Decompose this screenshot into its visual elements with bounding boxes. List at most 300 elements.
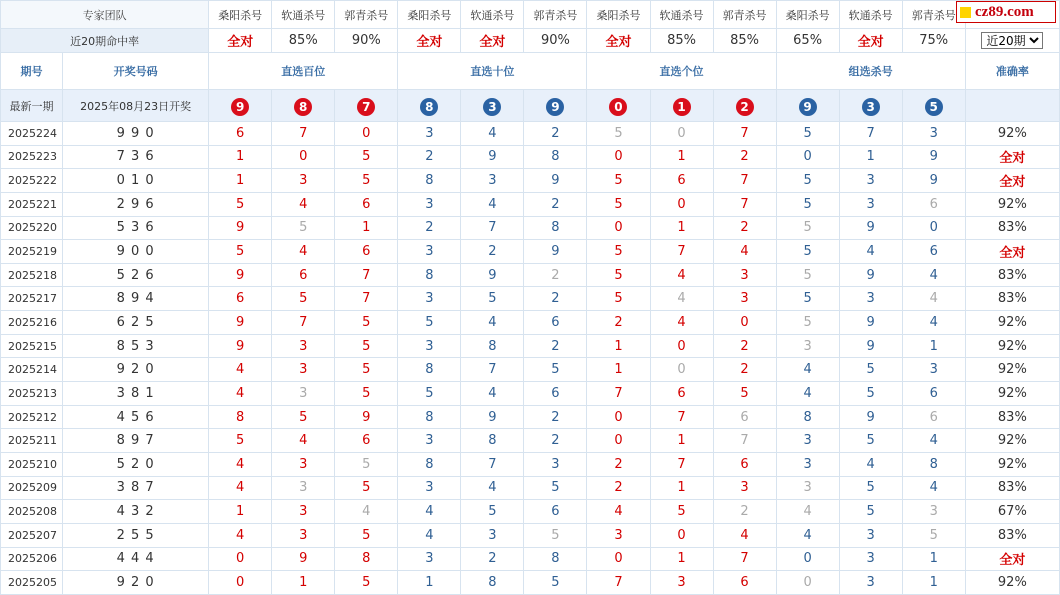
- kill-number: 4: [650, 287, 713, 311]
- kill-number: 4: [209, 382, 272, 406]
- ball-number: 3: [862, 98, 880, 116]
- site-logo[interactable]: [956, 1, 1056, 23]
- kill-number: 3: [776, 429, 839, 453]
- issue-number: 2025205: [1, 571, 63, 595]
- kill-number: 1: [209, 145, 272, 169]
- kill-number: 2: [524, 405, 587, 429]
- kill-number: 4: [776, 500, 839, 524]
- kill-number: 3: [839, 523, 902, 547]
- kill-number: 9: [209, 334, 272, 358]
- latest-ball-cell: [713, 90, 776, 122]
- draw-number: 5 2 6: [63, 263, 209, 287]
- kill-number: 7: [713, 547, 776, 571]
- kill-number: 5: [839, 358, 902, 382]
- kill-number: 0: [713, 311, 776, 335]
- kill-number: 1: [839, 145, 902, 169]
- issue-number: 2025217: [1, 287, 63, 311]
- kill-number: 8: [398, 263, 461, 287]
- expert-row: [1, 1, 1060, 29]
- kill-number: 5: [776, 122, 839, 146]
- issue-number: 2025211: [1, 429, 63, 453]
- kill-number: 0: [902, 216, 965, 240]
- kill-number: 3: [272, 500, 335, 524]
- ball-number: 9: [799, 98, 817, 116]
- kill-number: 4: [461, 476, 524, 500]
- kill-number: 4: [209, 476, 272, 500]
- kill-number: 5: [272, 216, 335, 240]
- kill-number: 9: [461, 405, 524, 429]
- kill-number: 3: [272, 358, 335, 382]
- kill-number: 4: [209, 452, 272, 476]
- kill-number: 5: [209, 192, 272, 216]
- kill-number: 7: [650, 405, 713, 429]
- kill-number: 7: [461, 358, 524, 382]
- kill-number: 1: [209, 500, 272, 524]
- kill-number: 2: [398, 145, 461, 169]
- kill-number: 8: [776, 405, 839, 429]
- kill-number: 4: [713, 523, 776, 547]
- accuracy-value: 67%: [965, 500, 1059, 524]
- kill-number: 3: [398, 429, 461, 453]
- kill-number: 6: [335, 240, 398, 264]
- issue-number: 2025213: [1, 382, 63, 406]
- accuracy-value: 92%: [965, 358, 1059, 382]
- kill-number: 0: [650, 192, 713, 216]
- kill-number: 2: [713, 216, 776, 240]
- kill-number: 8: [461, 429, 524, 453]
- kill-number: 1: [902, 334, 965, 358]
- kill-number: 8: [398, 169, 461, 193]
- table-row: [1, 358, 1060, 382]
- issue-number: 2025224: [1, 122, 63, 146]
- kill-number: 4: [776, 358, 839, 382]
- kill-number: 1: [650, 429, 713, 453]
- expert-hit-rate: 全对: [209, 29, 272, 53]
- kill-number: 6: [524, 500, 587, 524]
- kill-number: 0: [776, 145, 839, 169]
- issue-number: 2025222: [1, 169, 63, 193]
- kill-number: 7: [587, 382, 650, 406]
- expert-hit-rate: 全对: [398, 29, 461, 53]
- kill-number: 7: [713, 169, 776, 193]
- kill-number: 3: [650, 571, 713, 595]
- kill-number: 8: [524, 145, 587, 169]
- kill-number: 1: [587, 334, 650, 358]
- kill-number: 5: [335, 523, 398, 547]
- kill-number: 5: [587, 263, 650, 287]
- accuracy-value: 92%: [965, 429, 1059, 453]
- expert-team-label: 专家团队: [1, 1, 209, 29]
- expert-name: 桑阳杀号: [776, 1, 839, 29]
- kill-number: 5: [335, 452, 398, 476]
- kill-number: 4: [776, 382, 839, 406]
- draw-number: 9 2 0: [63, 571, 209, 595]
- kill-number: 5: [335, 169, 398, 193]
- kill-number: 1: [650, 216, 713, 240]
- kill-number: 7: [272, 122, 335, 146]
- latest-ball-cell: [650, 90, 713, 122]
- issue-number: 2025223: [1, 145, 63, 169]
- expert-name: 桑阳杀号: [209, 1, 272, 29]
- kill-number: 3: [839, 192, 902, 216]
- period-select-cell: [965, 29, 1059, 53]
- kill-number: 6: [902, 405, 965, 429]
- kill-number: 5: [335, 145, 398, 169]
- accuracy-value: 83%: [965, 216, 1059, 240]
- table-row: [1, 240, 1060, 264]
- kill-number: 5: [335, 476, 398, 500]
- kill-number: 4: [335, 500, 398, 524]
- latest-ball-cell: [209, 90, 272, 122]
- kill-number: 2: [524, 192, 587, 216]
- accuracy-value: 全对: [965, 547, 1059, 571]
- kill-number: 9: [209, 216, 272, 240]
- latest-ball-cell: [272, 90, 335, 122]
- kill-number: 3: [839, 571, 902, 595]
- kill-number: 4: [461, 382, 524, 406]
- issue-number: 2025215: [1, 334, 63, 358]
- kill-number: 5: [587, 169, 650, 193]
- combo-group-header: 组选杀号: [776, 53, 965, 90]
- kill-number: 1: [650, 476, 713, 500]
- table-row: [1, 571, 1060, 595]
- table-row: [1, 523, 1060, 547]
- table-row: [1, 382, 1060, 406]
- issue-number: 2025212: [1, 405, 63, 429]
- ball-number: 0: [609, 98, 627, 116]
- kill-number: 3: [398, 476, 461, 500]
- kill-number: 8: [902, 452, 965, 476]
- kill-number: 4: [209, 358, 272, 382]
- kill-number: 5: [209, 240, 272, 264]
- ball-number: 1: [673, 98, 691, 116]
- kill-number: 2: [587, 311, 650, 335]
- kill-number: 3: [398, 192, 461, 216]
- latest-accuracy-cell: [965, 90, 1059, 122]
- kill-number: 6: [713, 452, 776, 476]
- kill-number: 8: [461, 334, 524, 358]
- kill-number: 5: [587, 122, 650, 146]
- column-header-row: [1, 53, 1060, 90]
- table-row: [1, 452, 1060, 476]
- draw-number: 4 3 2: [63, 500, 209, 524]
- kill-number: 9: [524, 169, 587, 193]
- kill-number: 6: [209, 122, 272, 146]
- kill-number: 7: [272, 311, 335, 335]
- draw-number: 3 8 1: [63, 382, 209, 406]
- kill-number: 0: [776, 547, 839, 571]
- issue-number: 2025214: [1, 358, 63, 382]
- kill-number: 3: [524, 452, 587, 476]
- table-row: [1, 192, 1060, 216]
- hit-rate-row: [1, 29, 1060, 53]
- draw-number: 8 5 3: [63, 334, 209, 358]
- logo-text: cz89.com: [975, 3, 1034, 20]
- period-select[interactable]: [981, 32, 1043, 49]
- kill-number: 3: [839, 287, 902, 311]
- kill-number: 2: [524, 287, 587, 311]
- kill-number: 4: [839, 452, 902, 476]
- kill-number: 5: [776, 169, 839, 193]
- expert-name: 桑阳杀号: [587, 1, 650, 29]
- kill-number: 6: [713, 571, 776, 595]
- kill-number: 5: [335, 358, 398, 382]
- kill-number: 8: [398, 405, 461, 429]
- kill-number: 9: [524, 240, 587, 264]
- latest-draw-row: [1, 90, 1060, 122]
- kill-number: 3: [839, 547, 902, 571]
- accuracy-value: 92%: [965, 192, 1059, 216]
- accuracy-value: 92%: [965, 122, 1059, 146]
- kill-number: 3: [713, 263, 776, 287]
- kill-number: 7: [713, 192, 776, 216]
- kill-number: 0: [650, 523, 713, 547]
- accuracy-value: 83%: [965, 476, 1059, 500]
- kill-number: 6: [902, 192, 965, 216]
- kill-number: 5: [776, 287, 839, 311]
- kill-number: 3: [461, 169, 524, 193]
- kill-number: 5: [839, 476, 902, 500]
- kill-number: 5: [335, 334, 398, 358]
- kill-number: 3: [398, 122, 461, 146]
- issue-header: 期号: [1, 53, 63, 90]
- kill-number: 9: [461, 145, 524, 169]
- kill-number: 5: [839, 382, 902, 406]
- kill-number: 3: [272, 382, 335, 406]
- table-row: [1, 476, 1060, 500]
- kill-number: 9: [902, 145, 965, 169]
- expert-name: 郭青杀号: [713, 1, 776, 29]
- kill-number: 6: [713, 405, 776, 429]
- kill-number: 3: [902, 358, 965, 382]
- kill-number: 9: [839, 405, 902, 429]
- draw-number: 7 3 6: [63, 145, 209, 169]
- kill-number: 9: [209, 263, 272, 287]
- kill-number: 3: [272, 523, 335, 547]
- kill-number: 5: [335, 571, 398, 595]
- kill-number: 2: [524, 334, 587, 358]
- kill-number: 2: [713, 358, 776, 382]
- hundreds-group-header: 直选百位: [209, 53, 398, 90]
- kill-number: 1: [209, 169, 272, 193]
- kill-number: 4: [902, 429, 965, 453]
- expert-hit-rate: 全对: [587, 29, 650, 53]
- tens-group-header: 直选十位: [398, 53, 587, 90]
- kill-number: 1: [650, 145, 713, 169]
- kill-number: 5: [839, 500, 902, 524]
- kill-number: 3: [272, 452, 335, 476]
- expert-name: 桑阳杀号: [398, 1, 461, 29]
- kill-number: 5: [902, 523, 965, 547]
- kill-number: 3: [839, 169, 902, 193]
- kill-number: 5: [524, 358, 587, 382]
- kill-number: 5: [524, 523, 587, 547]
- kill-number: 9: [839, 263, 902, 287]
- kill-number: 4: [902, 476, 965, 500]
- kill-number: 1: [587, 358, 650, 382]
- kill-number: 0: [587, 547, 650, 571]
- kill-number: 4: [902, 287, 965, 311]
- issue-number: 2025208: [1, 500, 63, 524]
- kill-number: 5: [398, 382, 461, 406]
- ball-number: 3: [483, 98, 501, 116]
- kill-number: 4: [902, 263, 965, 287]
- expert-hit-rate: 全对: [839, 29, 902, 53]
- kill-number: 5: [461, 500, 524, 524]
- accuracy-value: 83%: [965, 287, 1059, 311]
- kill-number: 8: [398, 358, 461, 382]
- accuracy-value: 83%: [965, 405, 1059, 429]
- kill-number: 2: [461, 547, 524, 571]
- kill-number: 3: [272, 476, 335, 500]
- issue-number: 2025221: [1, 192, 63, 216]
- kill-number: 1: [902, 547, 965, 571]
- kill-number: 5: [587, 192, 650, 216]
- kill-number: 4: [272, 429, 335, 453]
- latest-draw-date: 2025年08月23日开奖: [63, 90, 209, 122]
- accuracy-value: 83%: [965, 523, 1059, 547]
- kill-number: 3: [587, 523, 650, 547]
- expert-name: 软通杀号: [650, 1, 713, 29]
- kill-number: 5: [776, 263, 839, 287]
- kill-number: 3: [398, 240, 461, 264]
- kill-number: 6: [524, 382, 587, 406]
- expert-name: 郭青杀号: [902, 1, 965, 29]
- kill-number: 2: [461, 240, 524, 264]
- table-row: [1, 145, 1060, 169]
- kill-number: 3: [272, 169, 335, 193]
- accuracy-value: 全对: [965, 145, 1059, 169]
- kill-number: 8: [398, 452, 461, 476]
- kill-number: 5: [272, 287, 335, 311]
- kill-number: 2: [713, 500, 776, 524]
- kill-number: 4: [461, 122, 524, 146]
- kill-number: 5: [335, 382, 398, 406]
- draw-number: 6 2 5: [63, 311, 209, 335]
- latest-ball-cell: [839, 90, 902, 122]
- kill-number: 2: [398, 216, 461, 240]
- kill-number: 9: [902, 169, 965, 193]
- accuracy-header: 准确率: [965, 53, 1059, 90]
- table-row: [1, 334, 1060, 358]
- latest-ball-cell: [398, 90, 461, 122]
- kill-number: 0: [335, 122, 398, 146]
- kill-number: 6: [902, 382, 965, 406]
- kill-number: 4: [713, 240, 776, 264]
- kill-number: 2: [524, 429, 587, 453]
- ball-number: 5: [925, 98, 943, 116]
- kill-number: 1: [398, 571, 461, 595]
- kill-number: 4: [272, 192, 335, 216]
- kill-number: 8: [461, 571, 524, 595]
- kill-number: 2: [713, 334, 776, 358]
- accuracy-value: 92%: [965, 571, 1059, 595]
- ball-number: 8: [294, 98, 312, 116]
- kill-number: 6: [650, 169, 713, 193]
- latest-ball-cell: [902, 90, 965, 122]
- units-group-header: 直选个位: [587, 53, 776, 90]
- kill-number: 3: [398, 334, 461, 358]
- kill-number: 5: [776, 240, 839, 264]
- kill-number: 4: [587, 500, 650, 524]
- kill-number: 3: [776, 476, 839, 500]
- kill-number: 8: [209, 405, 272, 429]
- latest-ball-cell: [335, 90, 398, 122]
- draw-number: 4 4 4: [63, 547, 209, 571]
- latest-ball-cell: [461, 90, 524, 122]
- table-row: [1, 405, 1060, 429]
- kill-number: 4: [902, 311, 965, 335]
- kill-number: 9: [839, 311, 902, 335]
- kill-number: 0: [650, 358, 713, 382]
- kill-number: 9: [461, 263, 524, 287]
- kill-number: 8: [335, 547, 398, 571]
- expert-hit-rate: 90%: [335, 29, 398, 53]
- draw-number: 8 9 7: [63, 429, 209, 453]
- draw-number: 8 9 4: [63, 287, 209, 311]
- kill-number: 2: [713, 145, 776, 169]
- kill-number: 3: [902, 122, 965, 146]
- kill-number: 7: [650, 452, 713, 476]
- kill-number: 9: [272, 547, 335, 571]
- kill-number: 9: [335, 405, 398, 429]
- kill-number: 0: [587, 429, 650, 453]
- draw-number: 0 1 0: [63, 169, 209, 193]
- kill-number: 6: [335, 192, 398, 216]
- issue-number: 2025219: [1, 240, 63, 264]
- table-row: [1, 500, 1060, 524]
- kill-number: 3: [713, 476, 776, 500]
- draw-number: 9 2 0: [63, 358, 209, 382]
- kill-number: 4: [461, 192, 524, 216]
- draw-number: 9 9 0: [63, 122, 209, 146]
- kill-number: 6: [524, 311, 587, 335]
- expert-hit-rate: 65%: [776, 29, 839, 53]
- kill-number: 5: [776, 216, 839, 240]
- kill-number: 1: [650, 547, 713, 571]
- issue-number: 2025210: [1, 452, 63, 476]
- kill-number: 5: [839, 429, 902, 453]
- kill-number: 3: [902, 500, 965, 524]
- kill-number: 0: [209, 547, 272, 571]
- kill-number: 7: [839, 122, 902, 146]
- kill-number: 5: [524, 571, 587, 595]
- table-row: [1, 216, 1060, 240]
- kill-number: 8: [524, 547, 587, 571]
- draw-number: 2 5 5: [63, 523, 209, 547]
- issue-number: 2025209: [1, 476, 63, 500]
- expert-name: 郭青杀号: [335, 1, 398, 29]
- kill-number: 0: [587, 145, 650, 169]
- table-row: [1, 429, 1060, 453]
- issue-number: 2025207: [1, 523, 63, 547]
- kill-number: 2: [524, 122, 587, 146]
- draw-number: 3 8 7: [63, 476, 209, 500]
- accuracy-value: 92%: [965, 311, 1059, 335]
- kill-number: 2: [524, 263, 587, 287]
- kill-number: 5: [776, 311, 839, 335]
- kill-number: 0: [650, 122, 713, 146]
- kill-number: 9: [839, 216, 902, 240]
- expert-hit-rate: 85%: [713, 29, 776, 53]
- kill-number: 0: [650, 334, 713, 358]
- kill-number: 3: [461, 523, 524, 547]
- kill-number: 4: [209, 523, 272, 547]
- draw-number: 4 5 6: [63, 405, 209, 429]
- table-row: [1, 122, 1060, 146]
- kill-number: 5: [650, 500, 713, 524]
- kill-number: 1: [902, 571, 965, 595]
